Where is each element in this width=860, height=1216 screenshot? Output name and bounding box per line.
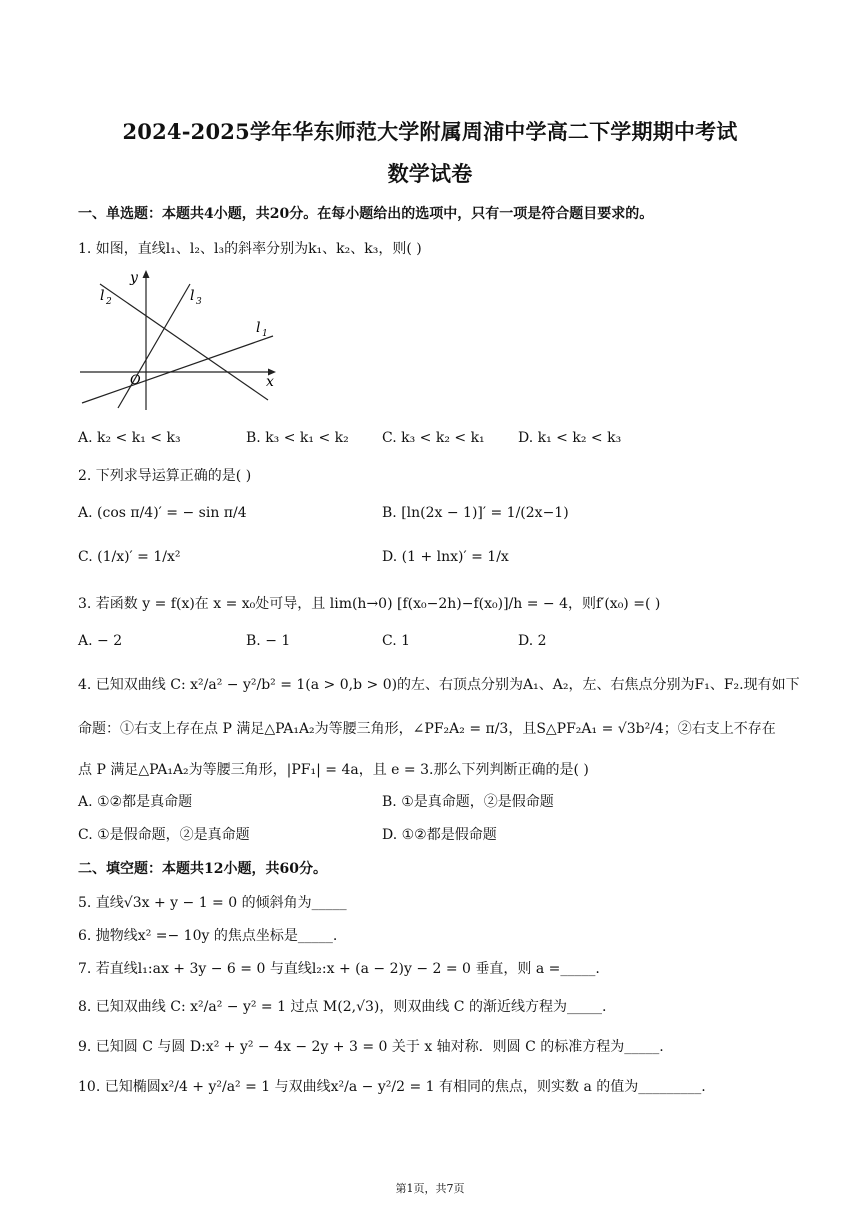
q2-option-d[interactable]: D. (1 + lnx)′ = 1/x [382, 549, 509, 565]
l3-sub: 3 [196, 297, 202, 307]
y-axis-arrow [143, 270, 150, 278]
question-8[interactable]: 8. 已知双曲线 C: x²/a² − y² = 1 过点 M(2,√3)，则双曲线 C 的渐近线方程为_____. [78, 999, 607, 1015]
question-9[interactable]: 9. 已知圆 C 与圆 D:x² + y² − 4x − 2y + 3 = 0 关于 x 轴对称．则圆 C 的标准方程为_____. [78, 1039, 664, 1055]
question-4-line-2: 命题：①右支上存在点 P 满足△PA₁A₂为等腰三角形，∠PF₂A₂ = π/3，且S△PF₂A₁ = √3b²/4；②右支上不存在 [78, 721, 776, 737]
section-single-choice: 一、单选题：本题共4小题，共20分。在每小题给出的选项中，只有一项是符合题目要求的。 [78, 206, 654, 222]
q1-option-a[interactable]: A. k₂ < k₁ < k₃ [78, 430, 181, 446]
question-10[interactable]: 10. 已知椭圆x²/4 + y²/a² = 1 与双曲线x²/a − y²/2 = 1 有相同的焦点，则实数 a 的值为_________. [78, 1079, 706, 1095]
q4-option-c[interactable]: C. ①是假命题，②是真命题 [78, 827, 250, 843]
question-5[interactable]: 5. 直线√3x + y − 1 = 0 的倾斜角为_____ [78, 895, 347, 911]
l3-label: l [190, 288, 195, 304]
question-7[interactable]: 7. 若直线l₁:ax + 3y − 6 = 0 与直线l₂:x + (a − 2)y − 2 = 0 垂直，则 a =_____. [78, 961, 600, 977]
l1-sub: 1 [262, 329, 268, 339]
q4-option-b[interactable]: B. ①是真命题，②是假命题 [382, 794, 554, 810]
q1-option-c[interactable]: C. k₃ < k₂ < k₁ [382, 430, 485, 446]
x-label: x [266, 374, 274, 390]
question-4-line-1: 4. 已知双曲线 C: x²/a² − y²/b² = 1(a > 0,b > 0)的左、右顶点分别为A₁、A₂，左、右焦点分别为F₁、F₂.现有如下 [78, 677, 800, 693]
q1-option-d[interactable]: D. k₁ < k₂ < k₃ [518, 430, 622, 446]
question-1-stem [78, 238, 422, 258]
question-4-line-3: 点 P 满足△PA₁A₂为等腰三角形，|PF₁| = 4a，且 e = 3.那么下列判断正确的是( ) [78, 762, 589, 778]
page-footer: 第1页，共7页 [395, 1182, 465, 1195]
section-fill-blank: 二、填空题：本题共12小题，共60分。 [78, 861, 327, 877]
q3-option-a[interactable]: A. − 2 [78, 633, 123, 649]
q2-option-c[interactable]: C. (1/x)′ = 1/x² [78, 549, 181, 565]
l2-sub: 2 [106, 297, 112, 307]
q4-option-a[interactable]: A. ①②都是真命题 [78, 794, 193, 810]
q2-option-a[interactable]: A. (cos π/4)′ = − sin π/4 [78, 505, 247, 521]
question-6[interactable]: 6. 抛物线x² =− 10y 的焦点坐标是_____. [78, 928, 338, 944]
origin-label: O [130, 373, 141, 388]
q1-option-b[interactable]: B. k₃ < k₁ < k₂ [246, 430, 349, 446]
exam-subtitle: 数学试卷 [387, 161, 473, 186]
question-2-stem: 2. 下列求导运算正确的是( ) [78, 468, 252, 484]
q3-option-b[interactable]: B. − 1 [246, 633, 291, 649]
question-3-stem: 3. 若函数 y = f(x)在 x = x₀处可导，且 lim(h→0) [f(x₀−2h)−f(x₀)]/h = − 4，则f′(x₀) =( ) [78, 596, 661, 612]
q4-option-d[interactable]: D. ①②都是假命题 [382, 827, 497, 843]
q3-option-d[interactable]: D. 2 [518, 633, 547, 649]
q1-line-figure [78, 266, 288, 416]
line-l1 [82, 336, 273, 403]
q1-stem-text: 1. 如图，直线l₁、l₂、l₃的斜率分别为k₁、k₂、k₃，则( ) [78, 241, 422, 257]
q3-option-c[interactable]: C. 1 [382, 633, 411, 649]
y-label: y [130, 270, 138, 286]
exam-title: 2024-2025学年华东师范大学附属周浦中学高二下学期期中考试 [122, 119, 738, 144]
line-l3 [118, 284, 190, 408]
l1-label: l [256, 320, 261, 336]
l2-label: l [100, 288, 105, 304]
q2-option-b[interactable]: B. [ln(2x − 1)]′ = 1/(2x−1) [382, 505, 569, 521]
line-l2 [100, 284, 268, 400]
